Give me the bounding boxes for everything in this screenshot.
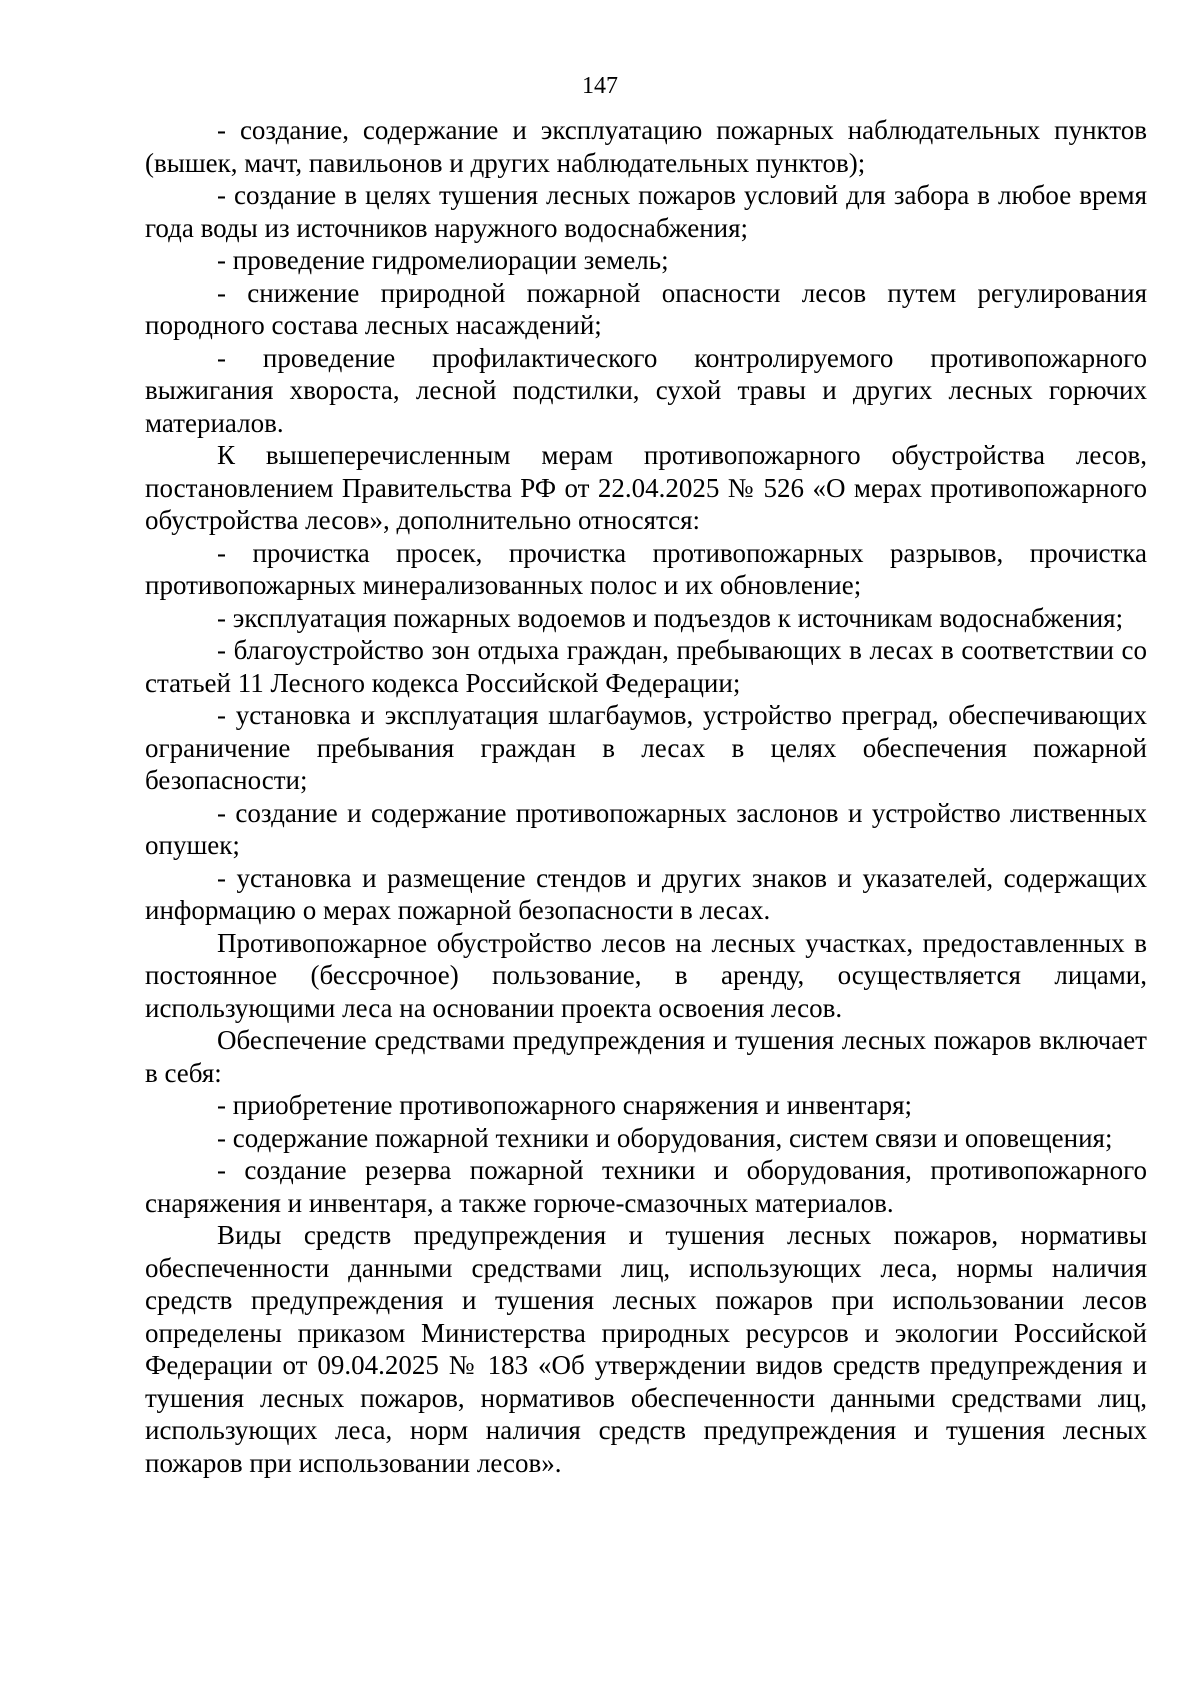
paragraph-controlled-burning: - проведение профилактического контролируемого противопожарного выжигания хвороста, лесной подстилки, сухой травы и других лесных горючих материалов. [145,342,1147,438]
paragraph-equipment-provision: Обеспечение средствами предупреждения и тушения лесных пожаров включает в себя: [145,1025,1147,1088]
paragraph-barriers: - установка и эксплуатация шлагбаумов, устройство преград, обеспечивающих ограничение пребывания граждан в лесах в целях обеспечения пожарной безопасности; [145,700,1147,795]
paragraph-leased-plots: Противопожарное обустройство лесов на лесных участках, предоставленных в постоянное (бессрочное) пользование, в аренду, осуществляется лицами, использующими леса на основании проекта освоения лесов. [145,927,1147,1023]
document-body [145,114,1147,1479]
paragraph-reserve: - создание резерва пожарной техники и оборудования, противопожарного снаряжения и инвентаря, а также горюче-смазочных материалов. [145,1155,1147,1218]
paragraph-fire-ponds: - эксплуатация пожарных водоемов и подъездов к источникам водоснабжения; [217,602,1124,633]
paragraph-recreation-zones: - благоустройство зон отдыха граждан, пребывающих в лесах в соответствии со статьей 11 Лесного кодекса Российской Федерации; [145,635,1147,698]
paragraph-gear-purchase: - приобретение противопожарного снаряжения и инвентаря; [217,1090,913,1120]
paragraph-info-stands: - установка и размещение стендов и других знаков и указателей, содержащих информацию о мерах пожарной безопасности в лесах. [145,862,1147,925]
page-number: 147 [582,73,618,99]
paragraph-clearing-breaks: - прочистка просек, прочистка противопожарных разрывов, прочистка противопожарных минерализованных полос и их обновление; [145,537,1147,600]
paragraph-fire-screens: - создание и содержание противопожарных заслонов и устройство лиственных опушек; [145,797,1147,860]
paragraph-water-supply-conditions: - создание в целях тушения лесных пожаров условий для забора в любое время года воды из источников наружного водоснабжения; [145,180,1147,243]
paragraph-ministry-order: Виды средств предупреждения и тушения лесных пожаров, нормативы обеспеченности данными средствами лиц, использующих леса, нормы наличия средств предупреждения и тушения лесных пожаров при использовании лесов определены приказом Министерства природных ресурсов и экологии Российской Федерации от 09.04.2025 № 183 «Об утверждении видов средств предупреждения и тушения лесных пожаров, нормативов обеспеченности данными средствами лиц, использующих леса, норм наличия средств предупреждения и тушения лесных пожаров при использовании лесов». [145,1220,1147,1478]
paragraph-additional-measures: К вышеперечисленным мерам противопожарного обустройства лесов, постановлением Правительства РФ от 22.04.2025 № 526 «О мерах противопожарного обустройства лесов», дополнительно относятся: [145,440,1147,535]
paragraph-fire-hazard-reduction: - снижение природной пожарной опасности лесов путем регулирования породного состава лесных насаждений; [145,277,1147,340]
paragraph-observation-points: - создание, содержание и эксплуатацию пожарных наблюдательных пунктов (вышек, мачт, павильонов и других наблюдательных пунктов); [145,115,1147,178]
paragraph-hydromelioration: - проведение гидромелиорации земель; [217,245,669,275]
paragraph-equipment-maintenance: - содержание пожарной техники и оборудования, систем связи и оповещения; [217,1122,1113,1153]
